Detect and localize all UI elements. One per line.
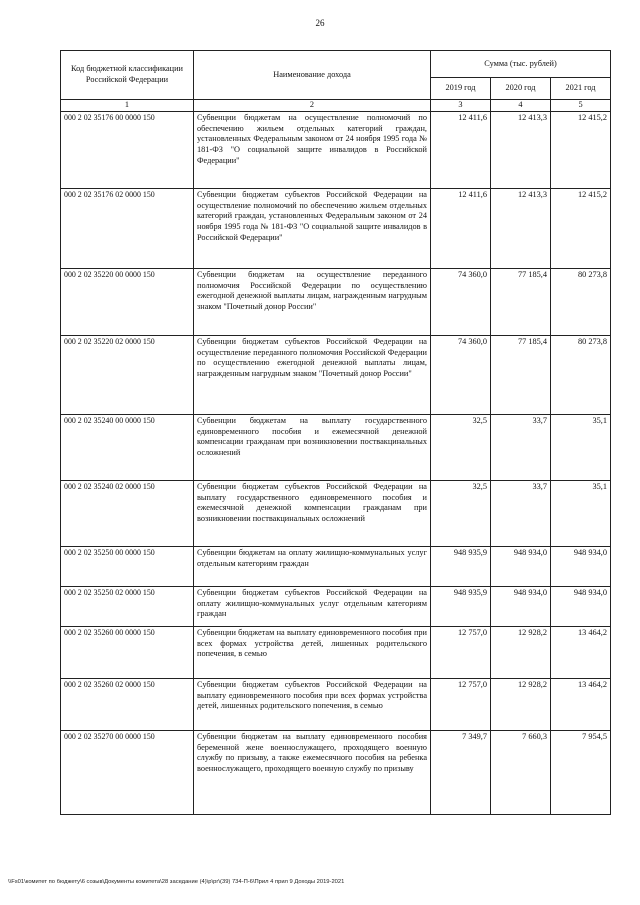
row-value-2020: 33,7 — [491, 480, 551, 546]
row-value-2020: 33,7 — [491, 414, 551, 480]
row-code: 000 2 02 35240 02 0000 150 — [61, 480, 194, 546]
column-index-1: 1 — [61, 100, 194, 112]
row-value-2021: 948 934,0 — [551, 586, 611, 626]
row-value-2021: 80 273,8 — [551, 268, 611, 335]
row-code: 000 2 02 35176 02 0000 150 — [61, 188, 194, 268]
row-code: 000 2 02 35220 00 0000 150 — [61, 268, 194, 335]
row-name: Субвенции бюджетам на осуществление полномочий по обеспечению жильем отдельных категорий граждан, установленных Федеральным законом от 24 ноября 1995 года № 181-ФЗ "О социальной защите инвалидов в Российской Федерации" — [194, 111, 431, 188]
table-row — [61, 678, 611, 730]
row-code: 000 2 02 35220 02 0000 150 — [61, 335, 194, 414]
row-value-2021: 35,1 — [551, 414, 611, 480]
row-value-2020: 948 934,0 — [491, 546, 551, 586]
row-value-2021: 80 273,8 — [551, 335, 611, 414]
row-value-2021: 35,1 — [551, 480, 611, 546]
table-row — [61, 414, 611, 480]
row-value-2021: 12 415,2 — [551, 111, 611, 188]
row-value-2021: 12 415,2 — [551, 188, 611, 268]
row-value-2020: 77 185,4 — [491, 335, 551, 414]
row-value-2020: 12 928,2 — [491, 626, 551, 678]
row-value-2020: 12 413,3 — [491, 111, 551, 188]
page-number: 26 — [315, 18, 325, 28]
table-row — [61, 480, 611, 546]
row-value-2019: 32,5 — [431, 480, 491, 546]
table-row — [61, 626, 611, 678]
row-code: 000 2 02 35176 00 0000 150 — [61, 111, 194, 188]
row-value-2019: 12 757,0 — [431, 626, 491, 678]
row-name: Субвенции бюджетам субъектов Российской Федерации на осуществление полномочий по обеспечению жильем отдельных категорий граждан, установленных Федеральным законом от 24 ноября 1995 года № 181-ФЗ "О социальной защите инвалидов в Российской Федерации" — [194, 188, 431, 268]
row-code: 000 2 02 35260 02 0000 150 — [61, 678, 194, 730]
row-value-2020: 77 185,4 — [491, 268, 551, 335]
row-code: 000 2 02 35250 00 0000 150 — [61, 546, 194, 586]
header-sum: Сумма (тыс. рублей) — [431, 51, 611, 78]
row-value-2021: 13 464,2 — [551, 678, 611, 730]
table-row — [61, 730, 611, 814]
row-code: 000 2 02 35240 00 0000 150 — [61, 414, 194, 480]
row-value-2019: 948 935,9 — [431, 546, 491, 586]
row-value-2019: 948 935,9 — [431, 586, 491, 626]
row-code: 000 2 02 35260 00 0000 150 — [61, 626, 194, 678]
row-name: Субвенции бюджетам на выплату единовременного пособия беременной жене военнослужащего, проходящего военную службу по призыву, а также ежемесячного пособия на ребенка военнослужащего, проходящего военную службу по призыву — [194, 730, 431, 814]
row-value-2019: 12 411,6 — [431, 111, 491, 188]
table-row — [61, 546, 611, 586]
row-name: Субвенции бюджетам на выплату государственного единовременного пособия и ежемесячной денежной компенсации гражданам при возникновении поствакцинальных осложнений — [194, 414, 431, 480]
table-row — [61, 188, 611, 268]
row-value-2019: 74 360,0 — [431, 268, 491, 335]
row-code: 000 2 02 35270 00 0000 150 — [61, 730, 194, 814]
row-value-2020: 12 928,2 — [491, 678, 551, 730]
row-value-2021: 7 954,5 — [551, 730, 611, 814]
row-name: Субвенции бюджетам субъектов Российской Федерации на оплату жилищно-коммунальных услуг отдельным категориям граждан — [194, 586, 431, 626]
column-index-2: 2 — [194, 100, 431, 112]
row-value-2019: 7 349,7 — [431, 730, 491, 814]
row-value-2019: 12 411,6 — [431, 188, 491, 268]
column-index-4: 4 — [491, 100, 551, 112]
row-name: Субвенции бюджетам субъектов Российской Федерации на выплату единовременного пособия при всех формах устройства детей, лишенных родительского попечения, в семью — [194, 678, 431, 730]
row-value-2020: 7 660,3 — [491, 730, 551, 814]
table-row — [61, 335, 611, 414]
revenue-table — [60, 50, 611, 815]
row-value-2020: 948 934,0 — [491, 586, 551, 626]
row-value-2019: 12 757,0 — [431, 678, 491, 730]
table-row — [61, 111, 611, 188]
row-value-2019: 32,5 — [431, 414, 491, 480]
footer-file-path: \\Fs01\комитет по бюджету\6 созыв\Документы комитета\28 заседание (4)\р\рг\(39) 734-П-6\Прил 4 прил 9 Доходы 2019-2021 — [8, 879, 345, 885]
row-name: Субвенции бюджетам на оплату жилищно-коммунальных услуг отдельным категориям граждан — [194, 546, 431, 586]
header-name: Наименование дохода — [194, 51, 431, 100]
table-row — [61, 586, 611, 626]
row-name: Субвенции бюджетам на осуществление переданного полномочия Российской Федерации по осуществлению ежегодной денежной выплаты лицам, награжденным нагрудным знаком "Почетный донор России" — [194, 268, 431, 335]
header-code: Код бюджетной классификации Российской Федерации — [61, 51, 194, 100]
column-index-3: 3 — [431, 100, 491, 112]
header-year-2019: 2019 год — [431, 78, 491, 100]
row-value-2019: 74 360,0 — [431, 335, 491, 414]
header-year-2021: 2021 год — [551, 78, 611, 100]
column-index-5: 5 — [551, 100, 611, 112]
row-value-2020: 12 413,3 — [491, 188, 551, 268]
table-row — [61, 268, 611, 335]
row-value-2021: 948 934,0 — [551, 546, 611, 586]
row-name: Субвенции бюджетам субъектов Российской Федерации на осуществление переданного полномочия Российской Федерации по осуществлению ежегодной денежной выплаты лицам, награжденным нагрудным знаком "Почетный донор России" — [194, 335, 431, 414]
row-name: Субвенции бюджетам на выплату единовременного пособия при всех формах устройства детей, лишенных родительского попечения, в семью — [194, 626, 431, 678]
row-code: 000 2 02 35250 02 0000 150 — [61, 586, 194, 626]
row-name: Субвенции бюджетам субъектов Российской Федерации на выплату государственного единовременного пособия и ежемесячной денежной компенсации гражданам при возникновении поствакцинальных осложнений — [194, 480, 431, 546]
header-year-2020: 2020 год — [491, 78, 551, 100]
row-value-2021: 13 464,2 — [551, 626, 611, 678]
